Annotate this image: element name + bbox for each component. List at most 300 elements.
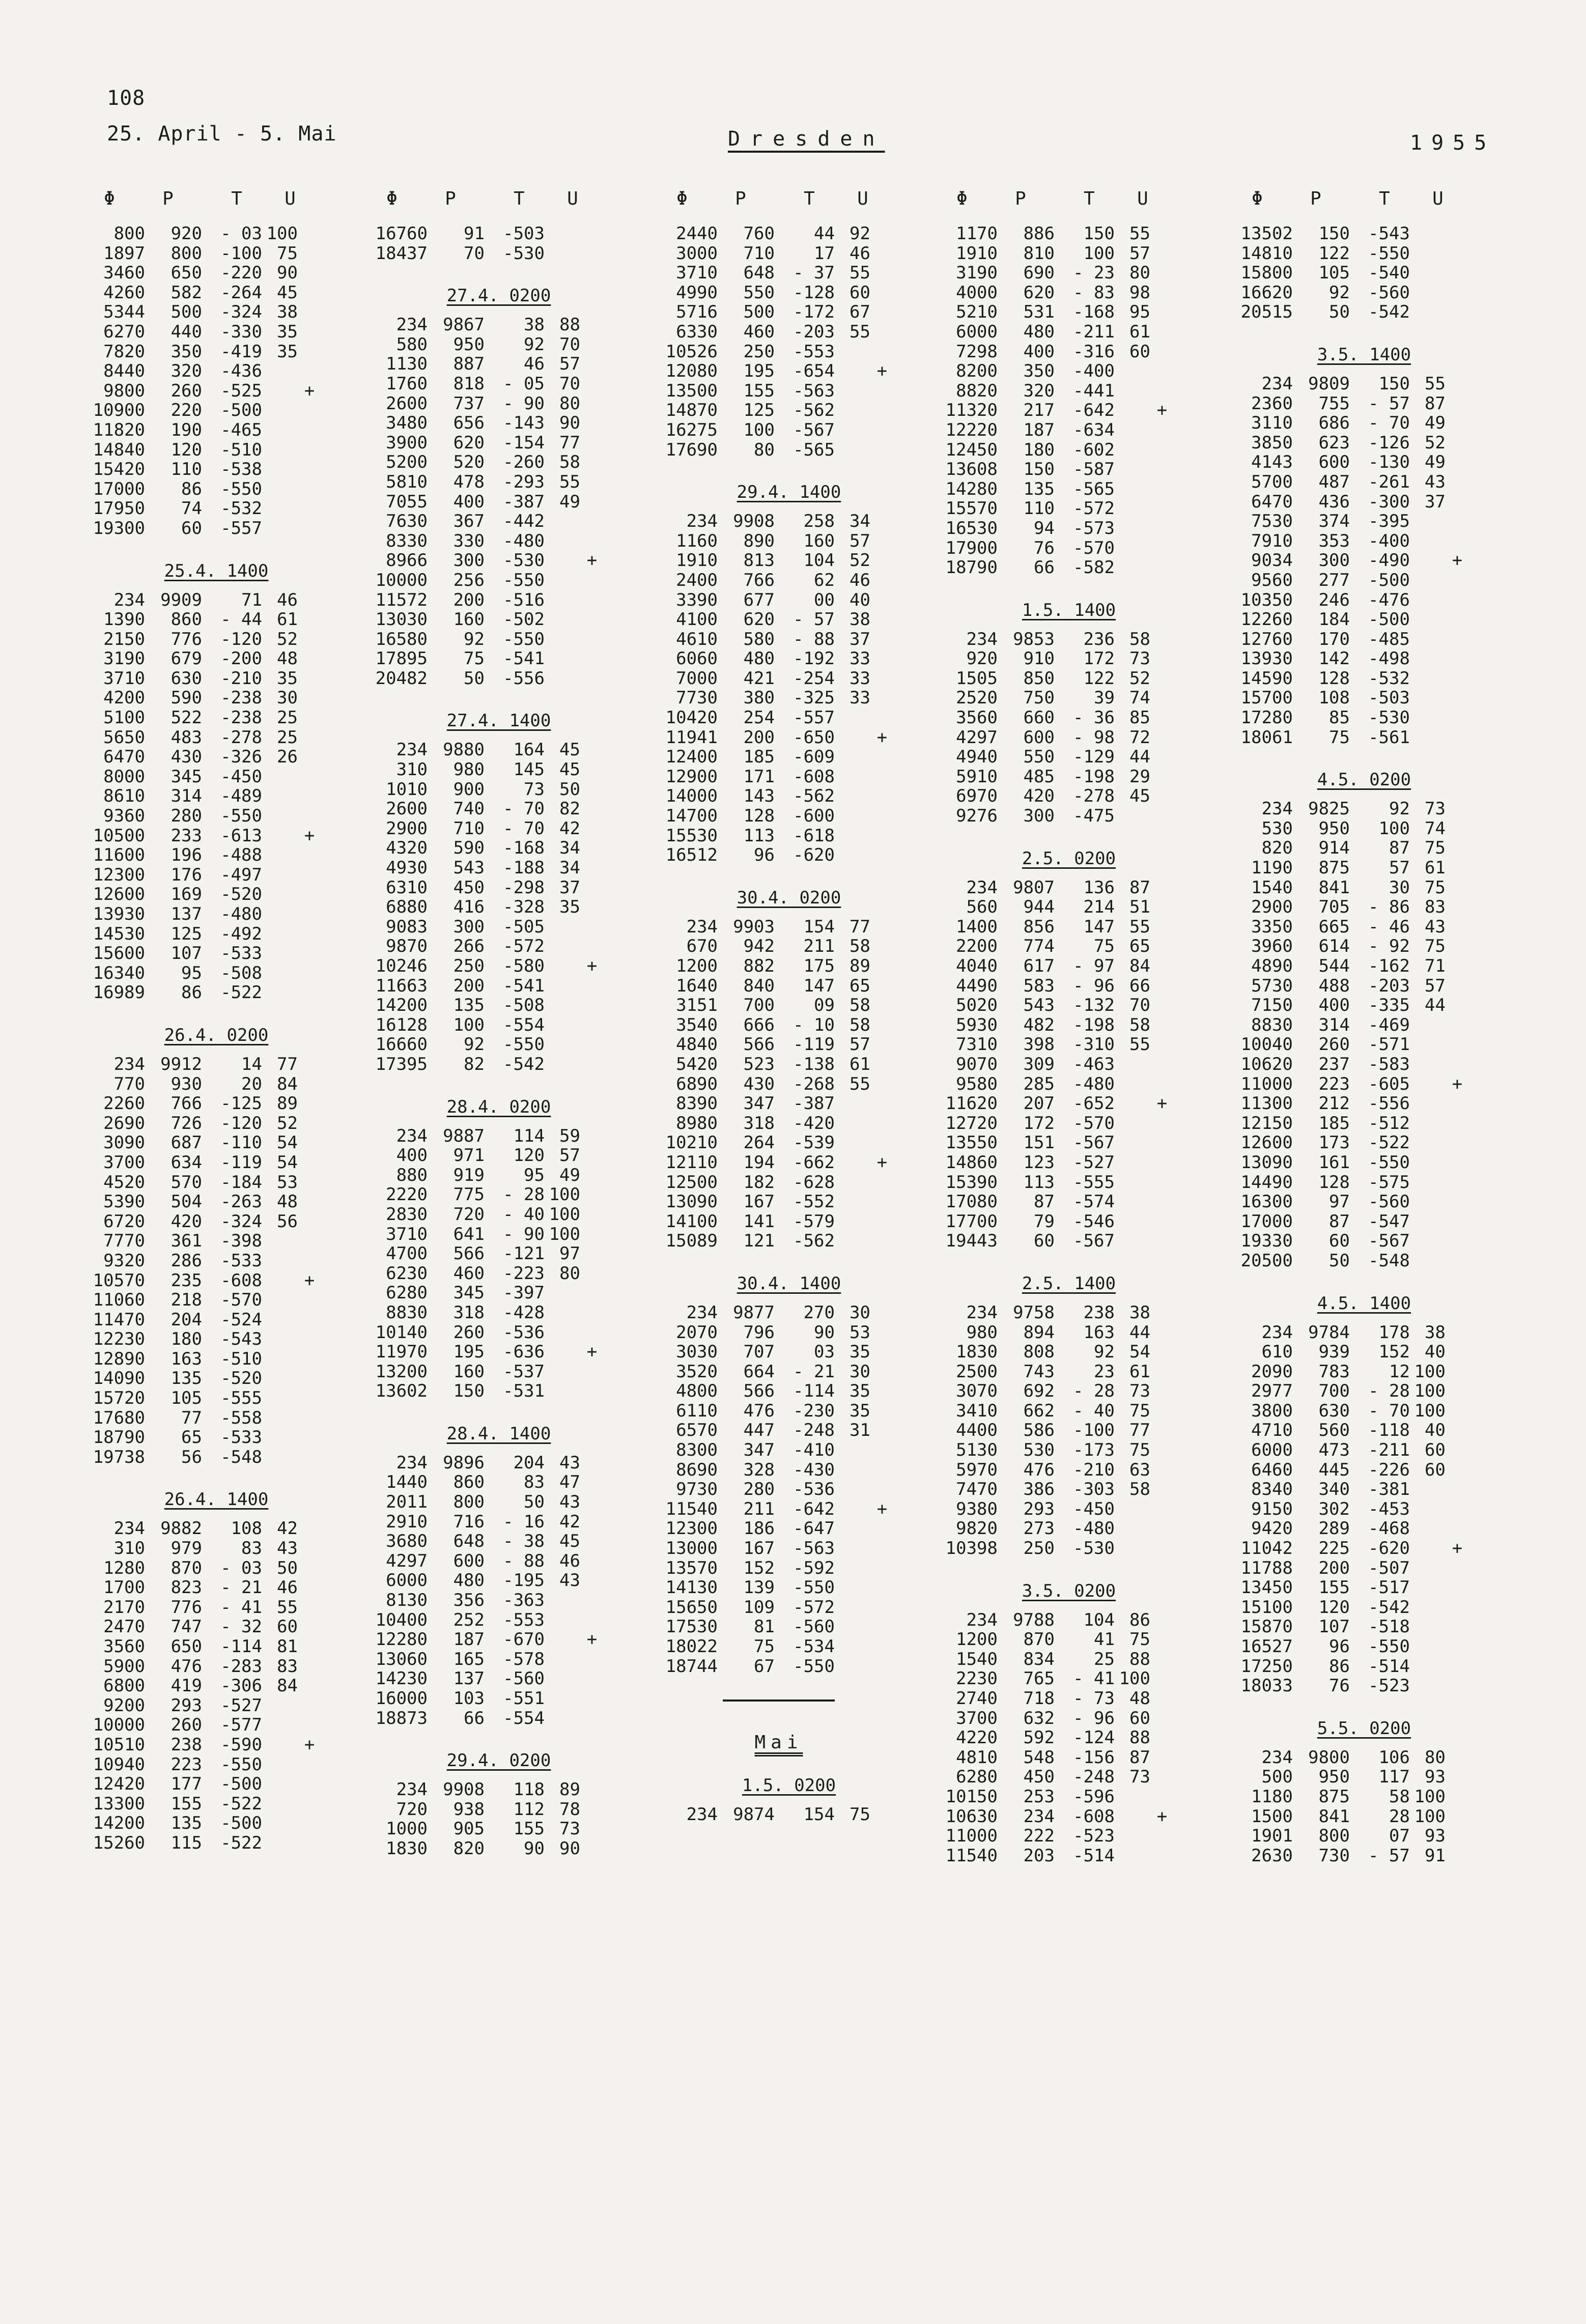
table-row <box>372 799 606 819</box>
cell-temperature: -436 <box>220 361 262 382</box>
cell-geopotential: 9820 <box>956 1518 998 1539</box>
cell-humidity <box>262 885 298 904</box>
cell-geopotential: 4710 <box>1251 1420 1293 1441</box>
cell-geopotential: 920 <box>966 648 998 669</box>
cell-geopotential: 16340 <box>93 962 145 983</box>
cell-temperature: -577 <box>220 1715 262 1736</box>
cell-temperature: -550 <box>503 570 545 590</box>
cell-pressure: 260 <box>1318 1034 1350 1055</box>
cell-pressure: 155 <box>171 1793 202 1814</box>
cell-geopotential: 15390 <box>945 1172 998 1193</box>
cell-temperature: -316 <box>1073 341 1115 362</box>
cell-humidity <box>835 767 870 787</box>
table-row <box>942 1807 1176 1827</box>
cell-pressure: 623 <box>1318 432 1350 453</box>
cell-pressure: 367 <box>453 511 485 532</box>
cell-pressure: 141 <box>743 1211 775 1232</box>
cell-humidity <box>835 420 870 440</box>
cell-geopotential: 6280 <box>386 1283 428 1303</box>
table-row <box>942 322 1176 342</box>
cell-temperature: -533 <box>220 1250 262 1271</box>
cell-mark <box>1446 1153 1469 1173</box>
table-row <box>89 963 323 983</box>
cell-humidity <box>835 1133 870 1153</box>
cell-temperature: 114 <box>513 1125 545 1146</box>
cell-geopotential: 17000 <box>93 478 145 499</box>
cell-pressure: 238 <box>171 1734 202 1755</box>
cell-humidity: 87 <box>1129 1747 1150 1768</box>
cell-geopotential: 234 <box>1261 1322 1293 1343</box>
cell-humidity <box>1410 1212 1446 1232</box>
cell-pressure: 9853 <box>1013 629 1055 649</box>
cell-temperature: - 28 <box>1368 1381 1410 1402</box>
table-row <box>662 1055 896 1074</box>
table-row <box>372 1362 606 1382</box>
cell-temperature: - 70 <box>503 799 545 819</box>
cell-pressure: 139 <box>743 1577 775 1598</box>
cell-humidity: 82 <box>559 799 580 819</box>
table-row <box>372 630 606 649</box>
cell-pressure: 523 <box>743 1054 775 1074</box>
cell-pressure: 450 <box>1023 1767 1055 1788</box>
cell-geopotential: 1440 <box>386 1472 428 1493</box>
cell-temperature: -184 <box>220 1172 262 1193</box>
cell-temperature: -124 <box>1073 1727 1115 1748</box>
cell-temperature: -263 <box>220 1192 262 1212</box>
cell-humidity <box>835 401 870 420</box>
table-row <box>89 460 323 479</box>
cell-pressure: 944 <box>1023 897 1055 918</box>
cell-mark <box>870 826 894 846</box>
cell-mark <box>580 1015 604 1035</box>
cell-geopotential: 3560 <box>956 707 998 728</box>
cell-pressure: 340 <box>1318 1479 1350 1500</box>
table-row <box>662 322 896 342</box>
cell-temperature: -579 <box>793 1211 835 1232</box>
cell-mark <box>298 1617 321 1637</box>
cell-temperature: -608 <box>1073 1806 1115 1827</box>
cell-pressure: 320 <box>171 361 202 382</box>
cell-mark <box>1150 1212 1174 1232</box>
cell-pressure: 76 <box>1034 537 1055 558</box>
cell-mark <box>1446 1657 1469 1677</box>
table-row <box>662 917 896 937</box>
cell-geopotential: 1200 <box>956 1629 998 1650</box>
cell-mark <box>1446 1558 1469 1578</box>
cell-mark <box>1150 669 1174 689</box>
cell-mark <box>298 1715 321 1735</box>
cell-pressure: 800 <box>171 243 202 264</box>
cell-mark <box>580 1689 604 1709</box>
cell-geopotential: 2740 <box>956 1688 998 1709</box>
cell-temperature: -510 <box>220 1348 262 1369</box>
cell-pressure: 60 <box>1034 1231 1055 1252</box>
cell-geopotential: 13502 <box>1240 223 1293 244</box>
cell-temperature: - 10 <box>793 1014 835 1035</box>
cell-mark <box>1150 1173 1174 1193</box>
cell-mark <box>1446 630 1469 649</box>
table-row <box>1237 413 1471 433</box>
cell-mark <box>580 413 604 433</box>
cell-geopotential: 4040 <box>956 956 998 976</box>
cell-temperature: -130 <box>1368 452 1410 473</box>
cell-mark <box>1446 728 1469 748</box>
cell-temperature: 87 <box>1389 838 1410 859</box>
cell-pressure: 420 <box>1023 786 1055 807</box>
cell-humidity <box>835 361 870 381</box>
table-row <box>89 1657 323 1677</box>
cell-pressure: 120 <box>171 439 202 460</box>
cell-humidity: 57 <box>1129 243 1150 264</box>
cell-geopotential: 310 <box>114 1538 145 1559</box>
cell-geopotential: 9083 <box>386 916 428 937</box>
cell-mark <box>298 1833 321 1853</box>
cell-temperature: -548 <box>1368 1250 1410 1271</box>
cell-mark <box>298 1774 321 1794</box>
cell-pressure: 500 <box>743 302 775 323</box>
cell-geopotential: 1400 <box>956 916 998 937</box>
cell-mark <box>1446 649 1469 669</box>
cell-pressure: 614 <box>1318 936 1350 957</box>
cell-temperature: -572 <box>793 1597 835 1618</box>
cell-humidity <box>835 845 870 865</box>
cell-temperature: - 40 <box>1073 1400 1115 1421</box>
cell-geopotential: 234 <box>966 629 998 649</box>
cell-mark <box>298 1539 321 1558</box>
cell-mark <box>298 1657 321 1677</box>
cell-pressure: 560 <box>1318 1420 1350 1441</box>
cell-pressure: 167 <box>743 1538 775 1559</box>
cell-geopotential: 20515 <box>1240 302 1293 323</box>
cell-mark <box>580 897 604 917</box>
cell-geopotential: 16300 <box>1240 1192 1293 1212</box>
table-row <box>942 806 1176 826</box>
table-row <box>1237 1480 1471 1499</box>
cell-geopotential: 15100 <box>1240 1597 1293 1618</box>
cell-humidity <box>1410 1598 1446 1618</box>
cell-temperature: -520 <box>220 884 262 905</box>
cell-humidity: 84 <box>1129 956 1150 976</box>
header-u: U <box>1137 188 1148 209</box>
cell-temperature: -570 <box>1073 1113 1115 1133</box>
cell-geopotential: 880 <box>396 1165 428 1185</box>
cell-humidity <box>545 531 580 551</box>
cell-humidity: 58 <box>559 452 580 473</box>
cell-geopotential: 6460 <box>1251 1459 1293 1480</box>
table-row <box>1237 728 1471 748</box>
cell-mark <box>1446 688 1469 708</box>
sounding-date-time: 27.4. 0200 <box>446 286 551 306</box>
cell-geopotential: 6000 <box>386 1570 428 1591</box>
cell-geopotential: 2630 <box>1251 1845 1293 1866</box>
cell-temperature: -572 <box>1073 498 1115 519</box>
cell-temperature: -534 <box>793 1636 835 1657</box>
cell-pressure: 586 <box>1023 1420 1055 1441</box>
table-row <box>89 1578 323 1598</box>
table-row <box>1237 1767 1471 1787</box>
cell-geopotential: 17690 <box>665 439 718 460</box>
cell-mark <box>870 1342 894 1362</box>
cell-temperature: -400 <box>1368 530 1410 551</box>
cell-geopotential: 234 <box>396 1452 428 1473</box>
table-row <box>89 747 323 767</box>
cell-temperature: -514 <box>1073 1845 1115 1866</box>
cell-mark <box>1150 1074 1174 1094</box>
cell-humidity: 90 <box>559 413 580 434</box>
cell-pressure: 314 <box>171 786 202 807</box>
cell-mark <box>870 531 894 551</box>
cell-pressure: 280 <box>171 806 202 827</box>
cell-humidity: 57 <box>849 1034 870 1055</box>
cell-geopotential: 1160 <box>676 530 718 551</box>
cell-mark <box>870 342 894 362</box>
cell-humidity <box>1115 1153 1150 1173</box>
table-row <box>372 551 606 571</box>
sounding-date-time: 4.5. 0200 <box>1317 770 1411 790</box>
cell-geopotential: 7530 <box>1251 511 1293 532</box>
cell-pressure: 716 <box>453 1511 485 1532</box>
cell-mark <box>298 1408 321 1428</box>
cell-geopotential: 5100 <box>103 707 145 728</box>
sounding-block <box>89 224 323 539</box>
table-row <box>89 1539 323 1558</box>
cell-pressure: 886 <box>1023 223 1055 244</box>
table-row <box>662 1381 896 1401</box>
cell-temperature: 120 <box>513 1145 545 1166</box>
cell-geopotential: 2910 <box>386 1511 428 1532</box>
cell-humidity <box>1410 1499 1446 1519</box>
table-row <box>89 1074 323 1094</box>
cell-mark <box>298 1173 321 1193</box>
cell-humidity <box>262 1833 298 1853</box>
cell-mark <box>298 649 321 669</box>
cell-mark <box>298 479 321 499</box>
table-row <box>942 1610 1176 1630</box>
cell-geopotential: 16128 <box>375 1014 428 1035</box>
table-row <box>942 1630 1176 1650</box>
table-row <box>662 1637 896 1657</box>
cell-mark <box>580 1669 604 1689</box>
cell-pressure: 160 <box>453 609 485 630</box>
cell-geopotential: 8390 <box>676 1093 718 1114</box>
cell-mark <box>1150 381 1174 401</box>
table-row <box>1237 1192 1471 1212</box>
table-row <box>89 263 323 283</box>
cell-humidity: 85 <box>1129 707 1150 728</box>
cell-pressure: 92 <box>1329 282 1350 303</box>
cell-geopotential: 11042 <box>1240 1538 1293 1559</box>
cell-temperature: -608 <box>220 1270 262 1291</box>
cell-geopotential: 5344 <box>103 302 145 323</box>
cell-mark <box>870 551 894 571</box>
cell-pressure: 155 <box>1318 1577 1350 1598</box>
sounding-block <box>372 1750 606 1858</box>
cell-humidity: 52 <box>1129 668 1150 689</box>
cell-mark <box>1446 1846 1469 1866</box>
sounding-block <box>89 561 323 1003</box>
cell-geopotential: 2400 <box>676 570 718 590</box>
cell-temperature: -550 <box>220 806 262 827</box>
cell-pressure: 235 <box>171 1270 202 1291</box>
cell-temperature: -463 <box>1073 1054 1115 1074</box>
table-row <box>1237 1173 1471 1193</box>
cell-temperature: 214 <box>1083 897 1115 918</box>
cell-humidity <box>835 1094 870 1114</box>
cell-geopotential: 3070 <box>956 1381 998 1402</box>
cell-pressure: 125 <box>743 400 775 421</box>
table-row <box>1237 302 1471 322</box>
cell-geopotential: 2260 <box>103 1093 145 1114</box>
cell-pressure: 66 <box>1034 557 1055 578</box>
cell-humidity <box>262 1813 298 1833</box>
cell-humidity: 38 <box>1129 1302 1150 1323</box>
data-column-2 <box>372 183 606 1859</box>
table-row <box>89 283 323 303</box>
cell-geopotential: 18790 <box>945 557 998 578</box>
table-row <box>1237 283 1471 303</box>
cell-humidity <box>1115 1787 1150 1807</box>
cell-pressure: 151 <box>1023 1132 1055 1153</box>
cell-geopotential: 12280 <box>375 1629 428 1650</box>
table-row <box>89 1735 323 1755</box>
cell-mark <box>870 420 894 440</box>
cell-pressure: 345 <box>453 1283 485 1303</box>
table-row <box>89 1329 323 1349</box>
cell-temperature: -503 <box>503 223 545 244</box>
cell-mark <box>580 1035 604 1055</box>
cell-mark <box>298 708 321 728</box>
table-row <box>1237 1617 1471 1637</box>
cell-geopotential: 9730 <box>676 1479 718 1500</box>
sounding-block <box>1237 1293 1471 1696</box>
cell-geopotential: 234 <box>686 1302 718 1323</box>
cell-geopotential: 3460 <box>103 263 145 284</box>
cell-temperature: -524 <box>220 1309 262 1330</box>
cell-geopotential: 12600 <box>1240 1132 1293 1153</box>
cell-mark <box>870 1460 894 1480</box>
cell-pressure: 450 <box>453 877 485 898</box>
data-column-4 <box>942 183 1176 1865</box>
cell-humidity <box>835 747 870 767</box>
cell-pressure: 180 <box>1023 439 1055 460</box>
cell-humidity: 55 <box>559 471 580 492</box>
table-row <box>89 401 323 420</box>
cell-mark: + <box>304 1734 315 1755</box>
cell-mark <box>580 244 604 264</box>
cell-pressure: 170 <box>1318 629 1350 649</box>
cell-mark <box>870 283 894 303</box>
cell-geopotential: 15570 <box>945 498 998 519</box>
table-row <box>942 499 1176 519</box>
cell-pressure: 356 <box>453 1590 485 1611</box>
cell-geopotential: 234 <box>966 877 998 898</box>
cell-mark <box>580 1610 604 1630</box>
cell-temperature: 30 <box>1389 877 1410 898</box>
cell-humidity <box>835 440 870 460</box>
cell-humidity: 60 <box>849 282 870 303</box>
cell-pressure: 187 <box>1023 419 1055 440</box>
cell-humidity <box>262 983 298 1003</box>
cell-humidity: 89 <box>849 956 870 976</box>
cell-geopotential: 16620 <box>1240 282 1293 303</box>
cell-mark <box>1150 1153 1174 1173</box>
cell-humidity <box>1410 1192 1446 1212</box>
cell-pressure: 743 <box>1023 1361 1055 1382</box>
cell-pressure: 163 <box>171 1348 202 1369</box>
cell-temperature: -642 <box>793 1498 835 1519</box>
cell-temperature: 25 <box>1094 1649 1115 1669</box>
header-u: U <box>857 188 868 209</box>
cell-temperature: -532 <box>220 498 262 519</box>
cell-geopotential: 9870 <box>386 936 428 957</box>
cell-geopotential: 3480 <box>386 413 428 434</box>
cell-mark <box>870 1133 894 1153</box>
table-row <box>942 996 1176 1015</box>
cell-pressure: 289 <box>1318 1518 1350 1539</box>
table-row <box>942 1362 1176 1382</box>
cell-mark: + <box>304 380 315 401</box>
cell-temperature: 20 <box>241 1073 262 1094</box>
cell-humidity <box>1410 1055 1446 1074</box>
table-row <box>89 983 323 1003</box>
cell-humidity: 86 <box>1129 1609 1150 1630</box>
table-row <box>372 1303 606 1323</box>
cell-geopotential: 3560 <box>103 1636 145 1657</box>
cell-geopotential: 12080 <box>665 361 718 382</box>
cell-pressure: 220 <box>171 400 202 421</box>
table-row <box>942 1114 1176 1133</box>
cell-geopotential: 6060 <box>676 648 718 669</box>
cell-humidity <box>1410 1657 1446 1677</box>
header-p: P <box>445 188 456 209</box>
sounding-block <box>372 711 606 1074</box>
cell-geopotential: 11470 <box>93 1309 145 1330</box>
table-row <box>942 381 1176 401</box>
cell-pressure: 217 <box>1023 400 1055 421</box>
cell-humidity <box>1410 1153 1446 1173</box>
cell-pressure: 353 <box>1318 530 1350 551</box>
cell-mark <box>298 963 321 983</box>
cell-mark <box>1150 1323 1174 1343</box>
cell-temperature: -510 <box>220 439 262 460</box>
cell-humidity <box>1115 440 1150 460</box>
table-row <box>372 1709 606 1728</box>
cell-pressure: 543 <box>1023 995 1055 1016</box>
cell-pressure: 266 <box>453 936 485 957</box>
cell-geopotential: 5910 <box>956 766 998 787</box>
cell-mark <box>580 1709 604 1728</box>
cell-temperature: -100 <box>1073 1420 1115 1441</box>
cell-geopotential: 2977 <box>1251 1381 1293 1402</box>
cell-mark <box>1150 1342 1174 1362</box>
cell-temperature: -480 <box>1073 1073 1115 1094</box>
cell-geopotential: 4000 <box>956 282 998 303</box>
table-row <box>942 1669 1176 1689</box>
cell-pressure: 107 <box>1318 1617 1350 1637</box>
cell-temperature: -387 <box>503 491 545 512</box>
cell-geopotential: 720 <box>396 1799 428 1820</box>
cell-mark <box>1446 858 1469 878</box>
cell-mark <box>298 440 321 460</box>
cell-pressure: 350 <box>171 341 202 362</box>
data-column-1 <box>89 183 323 1853</box>
cell-humidity <box>545 1630 580 1650</box>
header-t: T <box>1084 188 1095 209</box>
cell-temperature: -488 <box>220 845 262 866</box>
cell-temperature: -278 <box>220 727 262 748</box>
cell-pressure: 260 <box>171 1715 202 1736</box>
table-row <box>942 1231 1176 1251</box>
